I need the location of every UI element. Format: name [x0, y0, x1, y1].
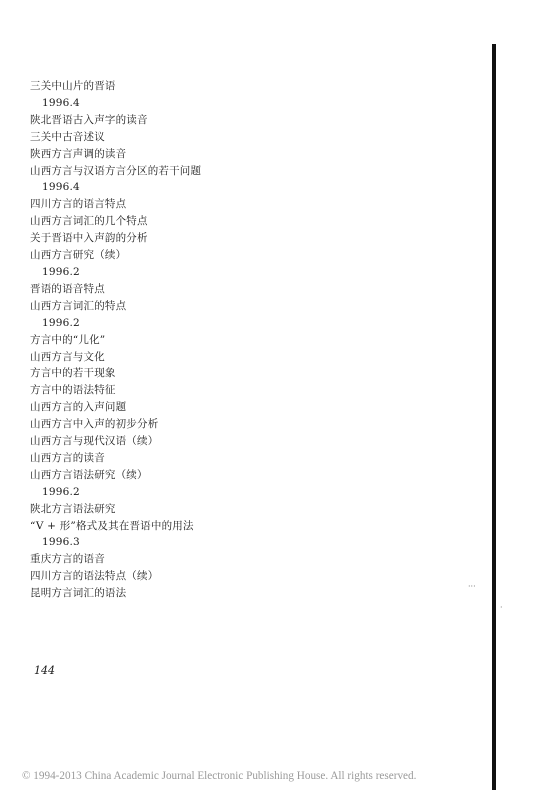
binding-rule	[492, 44, 496, 790]
bibliography-list	[30, 78, 510, 602]
bibliography-entry: 关于晋语中入声韵的分析	[30, 232, 148, 245]
bibliography-entry: 三关中古音述议	[30, 130, 105, 143]
bibliography-entry-date: 1996.4	[42, 96, 80, 109]
bibliography-entry-date: 1996.2	[42, 316, 80, 329]
bibliography-entry: 陕西方言声调的读音	[30, 147, 127, 160]
bibliography-entry-date: 1996.4	[42, 181, 80, 194]
bibliography-entry: 四川方言的语法特点（续）	[30, 570, 159, 583]
bibliography-entry: “V + 形”格式及其在晋语中的用法	[30, 519, 194, 532]
bibliography-entry: 方言中的若干现象	[30, 367, 116, 380]
bibliography-entry: 山西方言与文化	[30, 350, 105, 363]
bibliography-entry-date: 1996.2	[42, 485, 80, 498]
bibliography-entry: 四川方言的语言特点	[30, 198, 127, 211]
bibliography-entry: 方言中的“儿化”	[30, 333, 106, 346]
bibliography-entry: 山西方言与现代汉语（续）	[30, 435, 159, 448]
bibliography-entry: 陕北方言语法研究	[30, 502, 116, 515]
bibliography-entry: 重庆方言的语音	[30, 553, 105, 566]
page-number: 144	[34, 664, 55, 677]
bibliography-entry: 山西方言研究（续）	[30, 249, 127, 262]
bibliography-entry: 方言中的语法特征	[30, 384, 116, 397]
bibliography-entry: 三关中山片的晋语	[30, 80, 116, 92]
bibliography-entry: 晋语的语音特点	[30, 282, 105, 295]
scan-mark: ···	[468, 582, 476, 591]
bibliography-entry: 山西方言中入声的初步分析	[30, 418, 159, 431]
bibliography-entry: 山西方言的入声问题	[30, 401, 127, 414]
bibliography-entry: 山西方言词汇的特点	[30, 299, 127, 312]
bibliography-entry: 山西方言与汉语方言分区的若干问题	[30, 164, 202, 177]
bibliography-entry: 山西方言语法研究（续）	[30, 468, 148, 481]
bibliography-entry: 昆明方言词汇的语法	[30, 587, 127, 600]
bibliography-entry: 山西方言词汇的几个特点	[30, 215, 148, 228]
copyright-footer: © 1994-2013 China Academic Journal Electronic Publishing House. All rights reserved.	[22, 770, 417, 782]
bibliography-entry-date: 1996.2	[42, 265, 80, 278]
bibliography-entry: 陕北晋语古入声字的读音	[30, 113, 148, 126]
bibliography-entry-date: 1996.3	[42, 536, 80, 549]
bibliography-entry: 山西方言的读音	[30, 451, 105, 464]
scan-mark: ·	[500, 603, 503, 612]
